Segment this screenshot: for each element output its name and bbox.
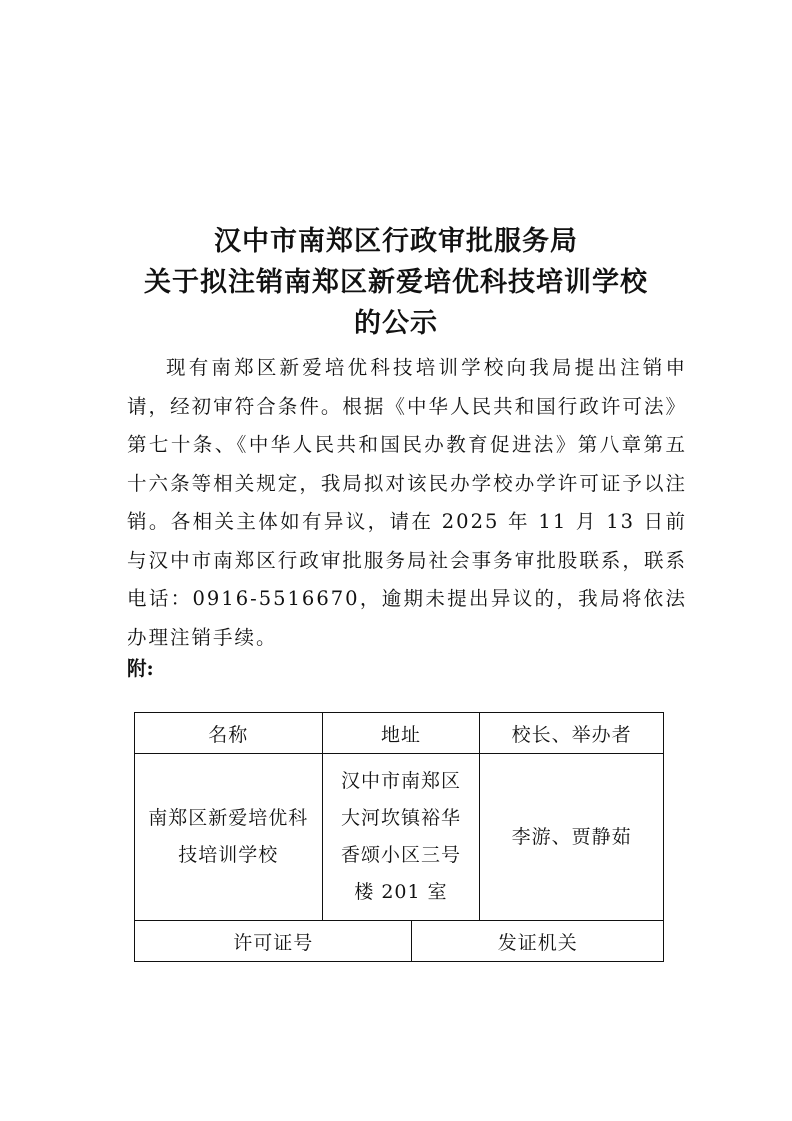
license-table — [134, 920, 664, 962]
header-address: 地址 — [322, 713, 480, 754]
license-header-row — [135, 921, 664, 962]
title-line-1: 汉中市南郑区行政审批服务局 — [214, 226, 578, 257]
address-line: 汉中市南郑区 — [340, 770, 461, 792]
table-row — [135, 754, 664, 921]
address-line: 楼 201 室 — [354, 881, 448, 903]
school-info-table — [134, 712, 664, 921]
school-name-line: 技培训学校 — [178, 844, 279, 866]
header-name: 名称 — [135, 713, 323, 754]
header-issuing-authority: 发证机关 — [412, 921, 664, 962]
school-name-line: 南郑区新爱培优科 — [148, 807, 309, 829]
table-header-row — [135, 713, 664, 754]
title-line-2: 关于拟注销南郑区新爱培优科技培训学校 — [144, 267, 648, 298]
principal-cell: 李游、贾静茹 — [480, 754, 664, 921]
appendix-label: 附: — [127, 657, 154, 680]
header-principal: 校长、举办者 — [480, 713, 664, 754]
address-cell — [322, 754, 480, 921]
title-line-3: 的公示 — [354, 308, 438, 339]
header-license-number: 许可证号 — [135, 921, 412, 962]
address-line: 大河坎镇裕华 — [340, 807, 461, 829]
body-paragraph: 现有南郑区新爱培优科技培训学校向我局提出注销申请，经初审符合条件。根据《中华人民共和国行政许可法》第七十条、《中华人民共和国民办教育促进法》第八章第五十六条等相关规定，我局拟对该民办学校办学许可证予以注销。各相关主体如有异议，请在 2025 年 11 月 13 日前与汉中市南郑区行政审批服务局社会事务审批股联系，联系电话：0916-5516670，逾期未提出异议的，我局将依法办理注销手续。 — [127, 356, 687, 649]
address-line: 香颂小区三号 — [340, 844, 461, 866]
school-name-cell — [135, 754, 323, 921]
